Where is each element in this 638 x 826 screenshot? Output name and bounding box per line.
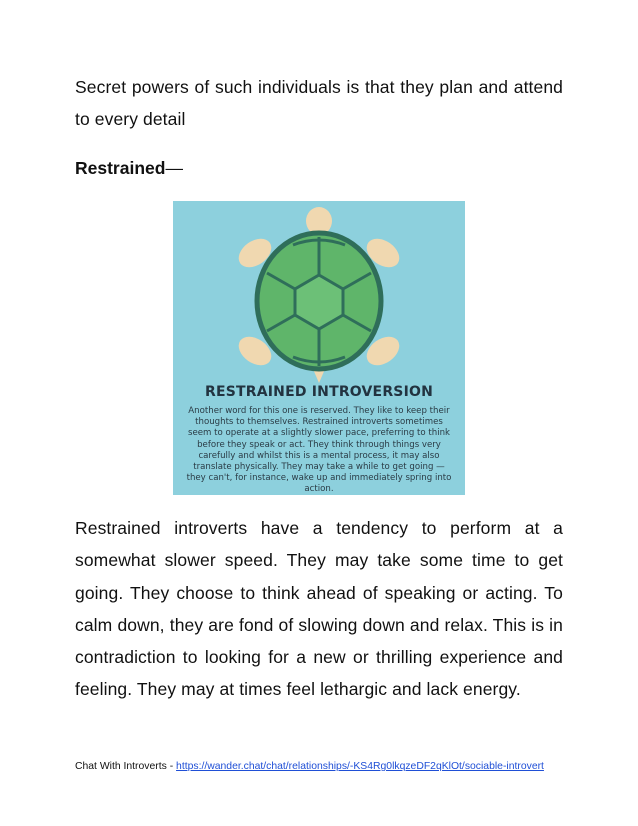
footer-prefix: Chat With Introverts - <box>75 761 177 772</box>
section-heading <box>75 156 183 180</box>
figure-title: RESTRAINED INTROVERSION <box>204 384 434 400</box>
restrained-introversion-figure <box>173 201 465 495</box>
footer-link[interactable]: https://wander.chat/chat/relationships/-KS4Rg0lkqzeDF2qKlOt/sociable-introvert <box>176 761 544 772</box>
body-paragraph: Restrained introverts have a tendency to perform at a somewhat slower speed. They may take some time to get going. They choose to think ahead of speaking or acting. To calm down, they are fond of slowing down and relax. This is in contradiction to looking for a new or thrilling experience and feeling. They may at times feel lethargic and lack energy. <box>75 518 563 700</box>
figure-caption: Another word for this one is reserved. They like to keep their thoughts to themselves. Restrained introverts sometimes seem to operate at a slightly slower pace, preferring to think before they speak or act. They think through things very carefully and whilst this is a mental process, it may also translate physically. They may take a while to get going — they can't, for instance, wake up and immediately spring into action. <box>186 406 452 495</box>
intro-paragraph: Secret powers of such individuals is that they plan and attend to every detail <box>75 77 563 129</box>
page-footer <box>75 760 575 774</box>
heading-label: Restrained <box>75 158 166 178</box>
heading-dash: — <box>165 158 183 178</box>
